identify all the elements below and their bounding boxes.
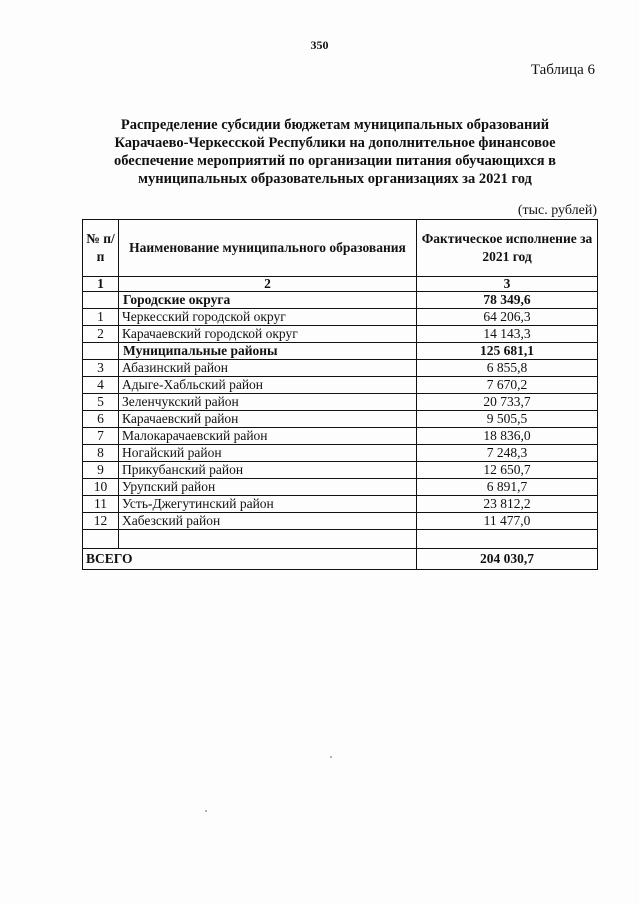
scan-speck [330, 756, 332, 758]
total-value: 204 030,7 [417, 549, 598, 570]
total-label: ВСЕГО [83, 549, 417, 570]
title-line: Распределение субсидии бюджетам муниципальных образований [120, 117, 550, 133]
row-number: 4 [83, 377, 119, 394]
row-number: 3 [83, 360, 119, 377]
document-title [70, 116, 600, 188]
column-number: 1 [83, 277, 119, 292]
table-label: Таблица 6 [530, 62, 595, 78]
table-row [83, 360, 598, 377]
column-number: 3 [417, 277, 598, 292]
row-number [83, 292, 119, 309]
row-number: 8 [83, 445, 119, 462]
table-row [83, 377, 598, 394]
row-name: Хабезский район [119, 513, 417, 530]
group-row [83, 292, 598, 309]
units-note: (тыс. рублей) [517, 203, 597, 218]
row-value: 6 891,7 [417, 479, 598, 496]
blank-row [83, 530, 598, 549]
row-name: Малокарачаевский район [119, 428, 417, 445]
row-number: 6 [83, 411, 119, 428]
table-body [83, 277, 598, 530]
row-value: 125 681,1 [417, 343, 598, 360]
table-row [83, 479, 598, 496]
row-value: 14 143,3 [417, 326, 598, 343]
row-name: Карачаевский район [119, 411, 417, 428]
table-header-row [83, 220, 598, 277]
row-name: Урупский район [119, 479, 417, 496]
row-number: 10 [83, 479, 119, 496]
row-name: Усть-Джегутинский район [119, 496, 417, 513]
row-value: 23 812,2 [417, 496, 598, 513]
table-row [83, 309, 598, 326]
row-name: Черкесский городской округ [119, 309, 417, 326]
row-number [83, 343, 119, 360]
table-row [83, 326, 598, 343]
table-row [83, 445, 598, 462]
row-value: 9 505,5 [417, 411, 598, 428]
column-numbers-row [83, 277, 598, 292]
row-value: 7 670,2 [417, 377, 598, 394]
row-name: Городские округа [119, 292, 417, 309]
total-row [83, 549, 598, 570]
row-value: 11 477,0 [417, 513, 598, 530]
row-value: 20 733,7 [417, 394, 598, 411]
table-row [83, 513, 598, 530]
row-number: 2 [83, 326, 119, 343]
scan-speck [205, 810, 207, 812]
table-row [83, 496, 598, 513]
row-number: 7 [83, 428, 119, 445]
row-value: 64 206,3 [417, 309, 598, 326]
row-value: 78 349,6 [417, 292, 598, 309]
row-value: 6 855,8 [417, 360, 598, 377]
row-name: Карачаевский городской округ [119, 326, 417, 343]
header-value: Фактическое исполнение за 2021 год [417, 220, 598, 277]
row-number: 12 [83, 513, 119, 530]
row-number: 9 [83, 462, 119, 479]
row-name: Адыге-Хабльский район [119, 377, 417, 394]
row-name: Прикубанский район [119, 462, 417, 479]
row-name: Зеленчукский район [119, 394, 417, 411]
title-line: муниципальных образовательных организациях за 2021 год [138, 171, 532, 187]
table-row [83, 411, 598, 428]
title-line: обеспечение мероприятий по организации питания обучающихся в [113, 153, 557, 169]
row-value: 12 650,7 [417, 462, 598, 479]
row-name: Ногайский район [119, 445, 417, 462]
subsidy-table [82, 219, 598, 570]
row-value: 7 248,3 [417, 445, 598, 462]
header-number: № п/п [83, 220, 119, 277]
row-name: Муниципальные районы [119, 343, 417, 360]
title-line: Карачаево-Черкесской Республики на дополнительное финансовое [114, 135, 556, 151]
header-name: Наименование муниципального образования [119, 220, 417, 277]
column-number: 2 [119, 277, 417, 292]
table-row [83, 462, 598, 479]
row-value: 18 836,0 [417, 428, 598, 445]
table-row [83, 428, 598, 445]
row-name: Абазинский район [119, 360, 417, 377]
row-number: 1 [83, 309, 119, 326]
page-number: 350 [310, 38, 329, 52]
group-row [83, 343, 598, 360]
table-row [83, 394, 598, 411]
row-number: 11 [83, 496, 119, 513]
row-number: 5 [83, 394, 119, 411]
